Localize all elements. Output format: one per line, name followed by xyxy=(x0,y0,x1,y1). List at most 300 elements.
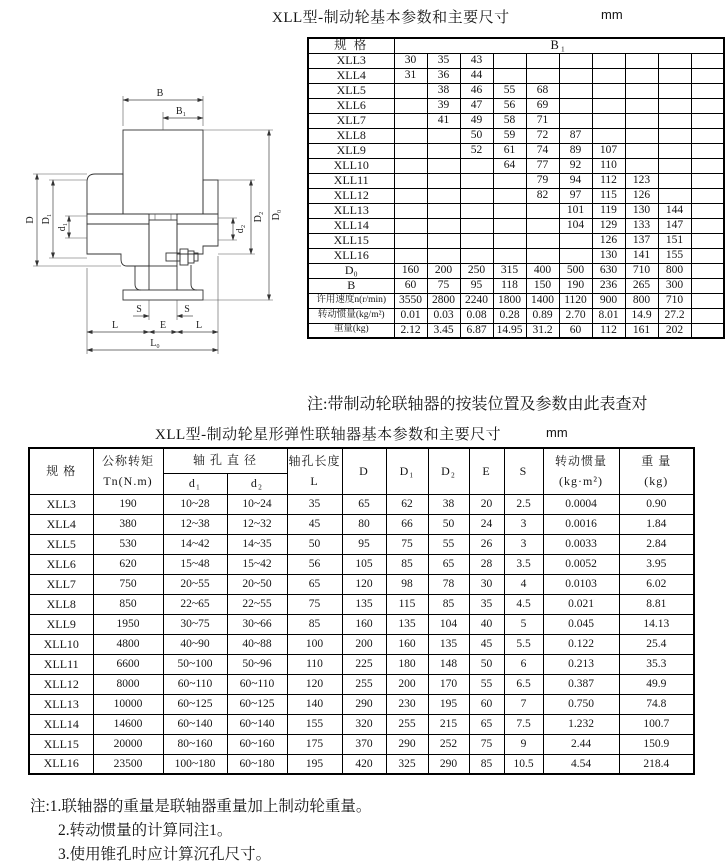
table-cell: 7 xyxy=(504,694,543,714)
table-cell: 112 xyxy=(592,173,625,188)
table-cell: 126 xyxy=(625,188,658,203)
table-cell: 1400 xyxy=(526,293,559,308)
table-cell: 22~65 xyxy=(163,594,227,614)
table-cell: 27.2 xyxy=(658,308,691,323)
table-cell: 0.750 xyxy=(543,694,619,714)
table-cell: 75 xyxy=(386,534,428,554)
table-cell xyxy=(691,158,724,173)
table-cell xyxy=(460,173,493,188)
table-cell xyxy=(460,188,493,203)
table-row xyxy=(308,158,724,173)
table-cell: 3.45 xyxy=(427,323,460,338)
table-cell xyxy=(394,128,427,143)
table-cell: 22~55 xyxy=(227,594,287,614)
table-cell: 31.2 xyxy=(526,323,559,338)
table-cell: 800 xyxy=(625,293,658,308)
table-cell: 8.81 xyxy=(619,594,694,614)
dim-label-L-left: L xyxy=(111,320,119,331)
table-cell: 65 xyxy=(342,494,386,514)
table-cell: 74.8 xyxy=(619,694,694,714)
table-cell xyxy=(658,83,691,98)
table-cell: 104 xyxy=(428,614,469,634)
table-cell: 118 xyxy=(493,278,526,293)
table-cell xyxy=(658,53,691,68)
table-cell: 3.95 xyxy=(619,554,694,574)
table-cell: 75 xyxy=(469,734,504,754)
table-cell: 2.5 xyxy=(504,494,543,514)
table-cell: 5.5 xyxy=(504,634,543,654)
table-cell: 144 xyxy=(658,203,691,218)
table-cell: 0.08 xyxy=(460,308,493,323)
table-cell: 43 xyxy=(460,53,493,68)
table-cell xyxy=(493,173,526,188)
table-cell: 6.02 xyxy=(619,574,694,594)
table-cell: 155 xyxy=(658,248,691,263)
table-cell xyxy=(625,113,658,128)
table-cell xyxy=(394,143,427,158)
row-label: 转动惯量(kg/m²) xyxy=(308,308,394,323)
table-cell: 41 xyxy=(427,113,460,128)
table-row xyxy=(29,714,694,734)
table-cell: 97 xyxy=(559,188,592,203)
table-cell: 14~35 xyxy=(227,534,287,554)
table-row xyxy=(29,594,694,614)
table-cell: 0.0004 xyxy=(543,494,619,514)
table-cell: 85 xyxy=(287,614,342,634)
table-row xyxy=(308,218,724,233)
table-cell: 15~48 xyxy=(163,554,227,574)
table-cell: 4.5 xyxy=(504,594,543,614)
table-cell: 140 xyxy=(287,694,342,714)
drawing-drum xyxy=(123,130,203,214)
table-cell: 115 xyxy=(592,188,625,203)
table-cell xyxy=(592,113,625,128)
table-cell: 325 xyxy=(386,754,428,774)
table-cell: 36 xyxy=(427,68,460,83)
dim-label-D0: D₀ xyxy=(271,209,282,221)
row-label: XLL5 xyxy=(308,83,394,98)
table-cell xyxy=(427,218,460,233)
table-cell: 30~66 xyxy=(227,614,287,634)
table-cell: 20 xyxy=(469,494,504,514)
dim-label-S-right: S xyxy=(184,304,190,315)
table-cell: 95 xyxy=(460,278,493,293)
table-cell: 44 xyxy=(460,68,493,83)
col-header-D1: D₁ xyxy=(386,448,428,494)
table-cell: 12~38 xyxy=(163,514,227,534)
table1-note: 注:带制动轮联轴器的按装位置及参数由此表查对 xyxy=(307,396,648,413)
table-cell xyxy=(691,128,724,143)
table-cell: 160 xyxy=(342,614,386,634)
table-cell xyxy=(625,128,658,143)
table-cell xyxy=(526,53,559,68)
table-cell xyxy=(625,83,658,98)
torque-header xyxy=(93,448,163,494)
table-cell: 155 xyxy=(287,714,342,734)
table-cell: 6.5 xyxy=(504,674,543,694)
table-cell: 200 xyxy=(386,674,428,694)
table-cell: 850 xyxy=(93,594,163,614)
row-label: XLL10 xyxy=(29,634,93,654)
table-cell xyxy=(427,158,460,173)
table-cell: 190 xyxy=(93,494,163,514)
table-cell: 14.9 xyxy=(625,308,658,323)
table-cell xyxy=(427,173,460,188)
row-label: XLL8 xyxy=(29,594,93,614)
table-cell xyxy=(394,248,427,263)
table-cell: 60 xyxy=(559,323,592,338)
table-cell xyxy=(394,233,427,248)
dim-label-B1: B₁ xyxy=(175,106,187,117)
row-label: XLL16 xyxy=(308,248,394,263)
table-cell: 4.54 xyxy=(543,754,619,774)
table-cell xyxy=(691,98,724,113)
table-cell: 56 xyxy=(493,98,526,113)
table-cell: 62 xyxy=(386,494,428,514)
table-cell xyxy=(691,248,724,263)
table-row xyxy=(308,98,724,113)
table-cell: 6 xyxy=(504,654,543,674)
row-label: XLL11 xyxy=(308,173,394,188)
table-cell: 50~96 xyxy=(227,654,287,674)
table-cell: 190 xyxy=(559,278,592,293)
table-row xyxy=(308,68,724,83)
table-cell: 45 xyxy=(287,514,342,534)
dim-label-E: E xyxy=(159,320,167,331)
table-cell: 0.03 xyxy=(427,308,460,323)
row-label: XLL4 xyxy=(29,514,93,534)
table-row xyxy=(29,654,694,674)
table-cell: 148 xyxy=(428,654,469,674)
table-cell xyxy=(493,218,526,233)
table-row xyxy=(29,494,694,514)
col-header-d2: d₂ xyxy=(227,473,287,494)
table-cell: 0.01 xyxy=(394,308,427,323)
table-cell xyxy=(394,98,427,113)
table-cell: 5 xyxy=(504,614,543,634)
table-cell: 15~42 xyxy=(227,554,287,574)
table-cell xyxy=(427,128,460,143)
dim-label-D: D xyxy=(25,216,36,224)
table-cell xyxy=(658,98,691,113)
table-cell xyxy=(427,143,460,158)
table-cell: 110 xyxy=(287,654,342,674)
drawing-spider xyxy=(149,220,177,266)
table-cell xyxy=(460,158,493,173)
table-cell: 35 xyxy=(427,53,460,68)
table-cell: 60~125 xyxy=(227,694,287,714)
table-cell: 85 xyxy=(386,554,428,574)
table-cell: 170 xyxy=(428,674,469,694)
table-cell xyxy=(691,308,724,323)
table-cell: 1800 xyxy=(493,293,526,308)
table-cell: 161 xyxy=(625,323,658,338)
row-label: XLL12 xyxy=(308,188,394,203)
drawing-bolt xyxy=(166,249,198,265)
table-cell: 530 xyxy=(93,534,163,554)
dim-label-D2: D₂ xyxy=(253,211,264,223)
table-cell: 151 xyxy=(658,233,691,248)
bore-length-line2: L xyxy=(310,474,319,489)
table-cell: 50 xyxy=(469,654,504,674)
table-cell: 52 xyxy=(460,143,493,158)
table-cell xyxy=(493,203,526,218)
table-row xyxy=(308,248,724,263)
table-cell: 215 xyxy=(428,714,469,734)
row-label: XLL15 xyxy=(308,233,394,248)
table-cell: 72 xyxy=(526,128,559,143)
table-cell: 49.9 xyxy=(619,674,694,694)
table-cell xyxy=(559,233,592,248)
row-label: B xyxy=(308,278,394,293)
table-cell xyxy=(691,83,724,98)
footnote-1: 注:1.联轴器的重量是联轴器重量加上制动轮重量。 xyxy=(30,798,372,815)
bore-diameter-header: 轴 孔 直 径 xyxy=(163,448,287,473)
drawing-left-hub xyxy=(87,224,149,266)
table-cell: 150.9 xyxy=(619,734,694,754)
col-header-E: E xyxy=(469,448,504,494)
table-cell: 10.5 xyxy=(504,754,543,774)
table-cell xyxy=(493,68,526,83)
table-cell xyxy=(559,248,592,263)
table-cell xyxy=(559,83,592,98)
spec-header: 规 格 xyxy=(29,448,93,494)
table-cell: 79 xyxy=(526,173,559,188)
table-cell xyxy=(658,68,691,83)
table-cell xyxy=(625,68,658,83)
table-cell: 47 xyxy=(460,98,493,113)
table-cell xyxy=(691,113,724,128)
table-row xyxy=(308,53,724,68)
table-cell: 225 xyxy=(342,654,386,674)
table-row xyxy=(29,634,694,654)
table-cell: 1950 xyxy=(93,614,163,634)
drawing-rim xyxy=(123,290,203,300)
table-cell: 60~140 xyxy=(163,714,227,734)
table-row xyxy=(308,278,724,293)
table-cell: 200 xyxy=(342,634,386,654)
table-cell: 0.021 xyxy=(543,594,619,614)
table-cell xyxy=(526,248,559,263)
table-cell: 46 xyxy=(460,83,493,98)
table-cell: 105 xyxy=(342,554,386,574)
table-cell xyxy=(460,233,493,248)
table-cell: 0.0103 xyxy=(543,574,619,594)
table-cell: 20000 xyxy=(93,734,163,754)
table-cell: 290 xyxy=(342,694,386,714)
table-cell: 300 xyxy=(658,278,691,293)
table-cell: 2.84 xyxy=(619,534,694,554)
table-cell: 85 xyxy=(469,754,504,774)
table-cell: 0.387 xyxy=(543,674,619,694)
dim-label-D1: D₁ xyxy=(41,213,52,225)
table-cell: 60 xyxy=(469,694,504,714)
table-cell: 130 xyxy=(625,203,658,218)
table-row xyxy=(308,263,724,278)
table-row xyxy=(29,534,694,554)
table-cell: 40 xyxy=(469,614,504,634)
table2-title: XLL型-制动轮星形弹性联轴器基本参数和主要尺寸 xyxy=(155,427,502,443)
table-cell: 31 xyxy=(394,68,427,83)
table-cell: 14.13 xyxy=(619,614,694,634)
table2-unit-label: mm xyxy=(546,425,568,440)
table-cell xyxy=(427,203,460,218)
table-cell: 0.0016 xyxy=(543,514,619,534)
table-cell xyxy=(559,68,592,83)
table-cell: 60~125 xyxy=(163,694,227,714)
row-label: XLL4 xyxy=(308,68,394,83)
table-row xyxy=(308,233,724,248)
row-label: XLL13 xyxy=(308,203,394,218)
table-cell: 8.01 xyxy=(592,308,625,323)
table-cell: 65 xyxy=(469,714,504,734)
table-cell xyxy=(592,98,625,113)
table-cell: 98 xyxy=(386,574,428,594)
table-cell: 4 xyxy=(504,574,543,594)
table-cell xyxy=(691,173,724,188)
table-row xyxy=(308,113,724,128)
table-cell xyxy=(526,203,559,218)
col-header-D: D xyxy=(342,448,386,494)
table-cell xyxy=(493,188,526,203)
spec-header: 规 格 xyxy=(308,38,394,53)
table-cell: 6.87 xyxy=(460,323,493,338)
table-cell: 60~140 xyxy=(227,714,287,734)
table-cell: 123 xyxy=(625,173,658,188)
table-cell: 3550 xyxy=(394,293,427,308)
table-cell: 100~180 xyxy=(163,754,227,774)
table-cell: 400 xyxy=(526,263,559,278)
row-label: XLL10 xyxy=(308,158,394,173)
table-cell: 20~50 xyxy=(227,574,287,594)
table-cell: 3 xyxy=(504,534,543,554)
table-cell: 2240 xyxy=(460,293,493,308)
table-cell: 2800 xyxy=(427,293,460,308)
table-cell xyxy=(394,158,427,173)
row-label: XLL9 xyxy=(29,614,93,634)
row-label: XLL5 xyxy=(29,534,93,554)
table-cell: 50 xyxy=(287,534,342,554)
table-cell: 195 xyxy=(428,694,469,714)
weight-header-line2: (kg) xyxy=(644,474,669,489)
table-row xyxy=(308,203,724,218)
table-cell: 38 xyxy=(428,494,469,514)
table-cell: 710 xyxy=(625,263,658,278)
row-label: XLL11 xyxy=(29,654,93,674)
table-cell: 55 xyxy=(493,83,526,98)
table-cell: 66 xyxy=(386,514,428,534)
row-label: XLL14 xyxy=(29,714,93,734)
table-cell: 200 xyxy=(427,263,460,278)
table-cell: 24 xyxy=(469,514,504,534)
table-cell: 9 xyxy=(504,734,543,754)
dim-label-L0: L₀ xyxy=(150,338,160,349)
table-cell: 80 xyxy=(342,514,386,534)
table-cell: 78 xyxy=(428,574,469,594)
table-cell: 23500 xyxy=(93,754,163,774)
table-cell xyxy=(559,98,592,113)
table-cell: 14.95 xyxy=(493,323,526,338)
table-cell xyxy=(691,233,724,248)
dim-label-L-right: L xyxy=(195,320,203,331)
table-cell: 95 xyxy=(342,534,386,554)
table-header-row xyxy=(308,38,724,53)
table-cell: 120 xyxy=(342,574,386,594)
table-cell: 50~100 xyxy=(163,654,227,674)
table-cell: 290 xyxy=(428,754,469,774)
table-cell: 3 xyxy=(504,514,543,534)
table-cell: 252 xyxy=(428,734,469,754)
table-cell: 107 xyxy=(592,143,625,158)
row-label: XLL3 xyxy=(308,53,394,68)
table-cell: 1120 xyxy=(559,293,592,308)
table-cell: 20~55 xyxy=(163,574,227,594)
table-cell xyxy=(592,68,625,83)
table-cell: 115 xyxy=(386,594,428,614)
table-row xyxy=(308,308,724,323)
table-cell: 137 xyxy=(625,233,658,248)
row-label: XLL16 xyxy=(29,754,93,774)
table-cell: 30 xyxy=(394,53,427,68)
table-cell xyxy=(658,173,691,188)
table-cell: 80~160 xyxy=(163,734,227,754)
table-cell: 0.90 xyxy=(619,494,694,514)
table-cell: 0.122 xyxy=(543,634,619,654)
table-cell xyxy=(559,53,592,68)
table-cell: 236 xyxy=(592,278,625,293)
table-cell: 710 xyxy=(658,293,691,308)
coupling-section-drawing xyxy=(15,68,305,398)
table-cell xyxy=(691,323,724,338)
table-cell: 160 xyxy=(386,634,428,654)
table-cell: 75 xyxy=(427,278,460,293)
table-cell: 150 xyxy=(526,278,559,293)
drawing-right-hub xyxy=(177,224,218,254)
table-cell: 89 xyxy=(559,143,592,158)
table-cell: 119 xyxy=(592,203,625,218)
table-row xyxy=(308,143,724,158)
table-cell: 180 xyxy=(386,654,428,674)
table-cell: 50 xyxy=(460,128,493,143)
row-label: D₀ xyxy=(308,263,394,278)
row-label: XLL7 xyxy=(308,113,394,128)
table-cell: 40~88 xyxy=(227,634,287,654)
table-cell: 85 xyxy=(428,594,469,614)
table-cell xyxy=(460,248,493,263)
table-cell: 7.5 xyxy=(504,714,543,734)
inertia-header xyxy=(543,448,619,494)
table-cell: 30~75 xyxy=(163,614,227,634)
table-cell: 255 xyxy=(386,714,428,734)
table-cell: 35 xyxy=(287,494,342,514)
table-row xyxy=(29,574,694,594)
table-header-row xyxy=(29,448,694,473)
footnote-2: 2.转动惯量的计算同注1。 xyxy=(58,822,233,839)
table-cell xyxy=(592,83,625,98)
row-label: XLL15 xyxy=(29,734,93,754)
table-cell: 195 xyxy=(287,754,342,774)
table-cell: 74 xyxy=(526,143,559,158)
table-cell: 0.213 xyxy=(543,654,619,674)
table-cell: 60~110 xyxy=(163,674,227,694)
table-cell: 129 xyxy=(592,218,625,233)
table-cell: 87 xyxy=(559,128,592,143)
table-cell: 133 xyxy=(625,218,658,233)
row-label: XLL14 xyxy=(308,218,394,233)
table-cell: 135 xyxy=(386,614,428,634)
table-cell: 25.4 xyxy=(619,634,694,654)
table-cell: 49 xyxy=(460,113,493,128)
